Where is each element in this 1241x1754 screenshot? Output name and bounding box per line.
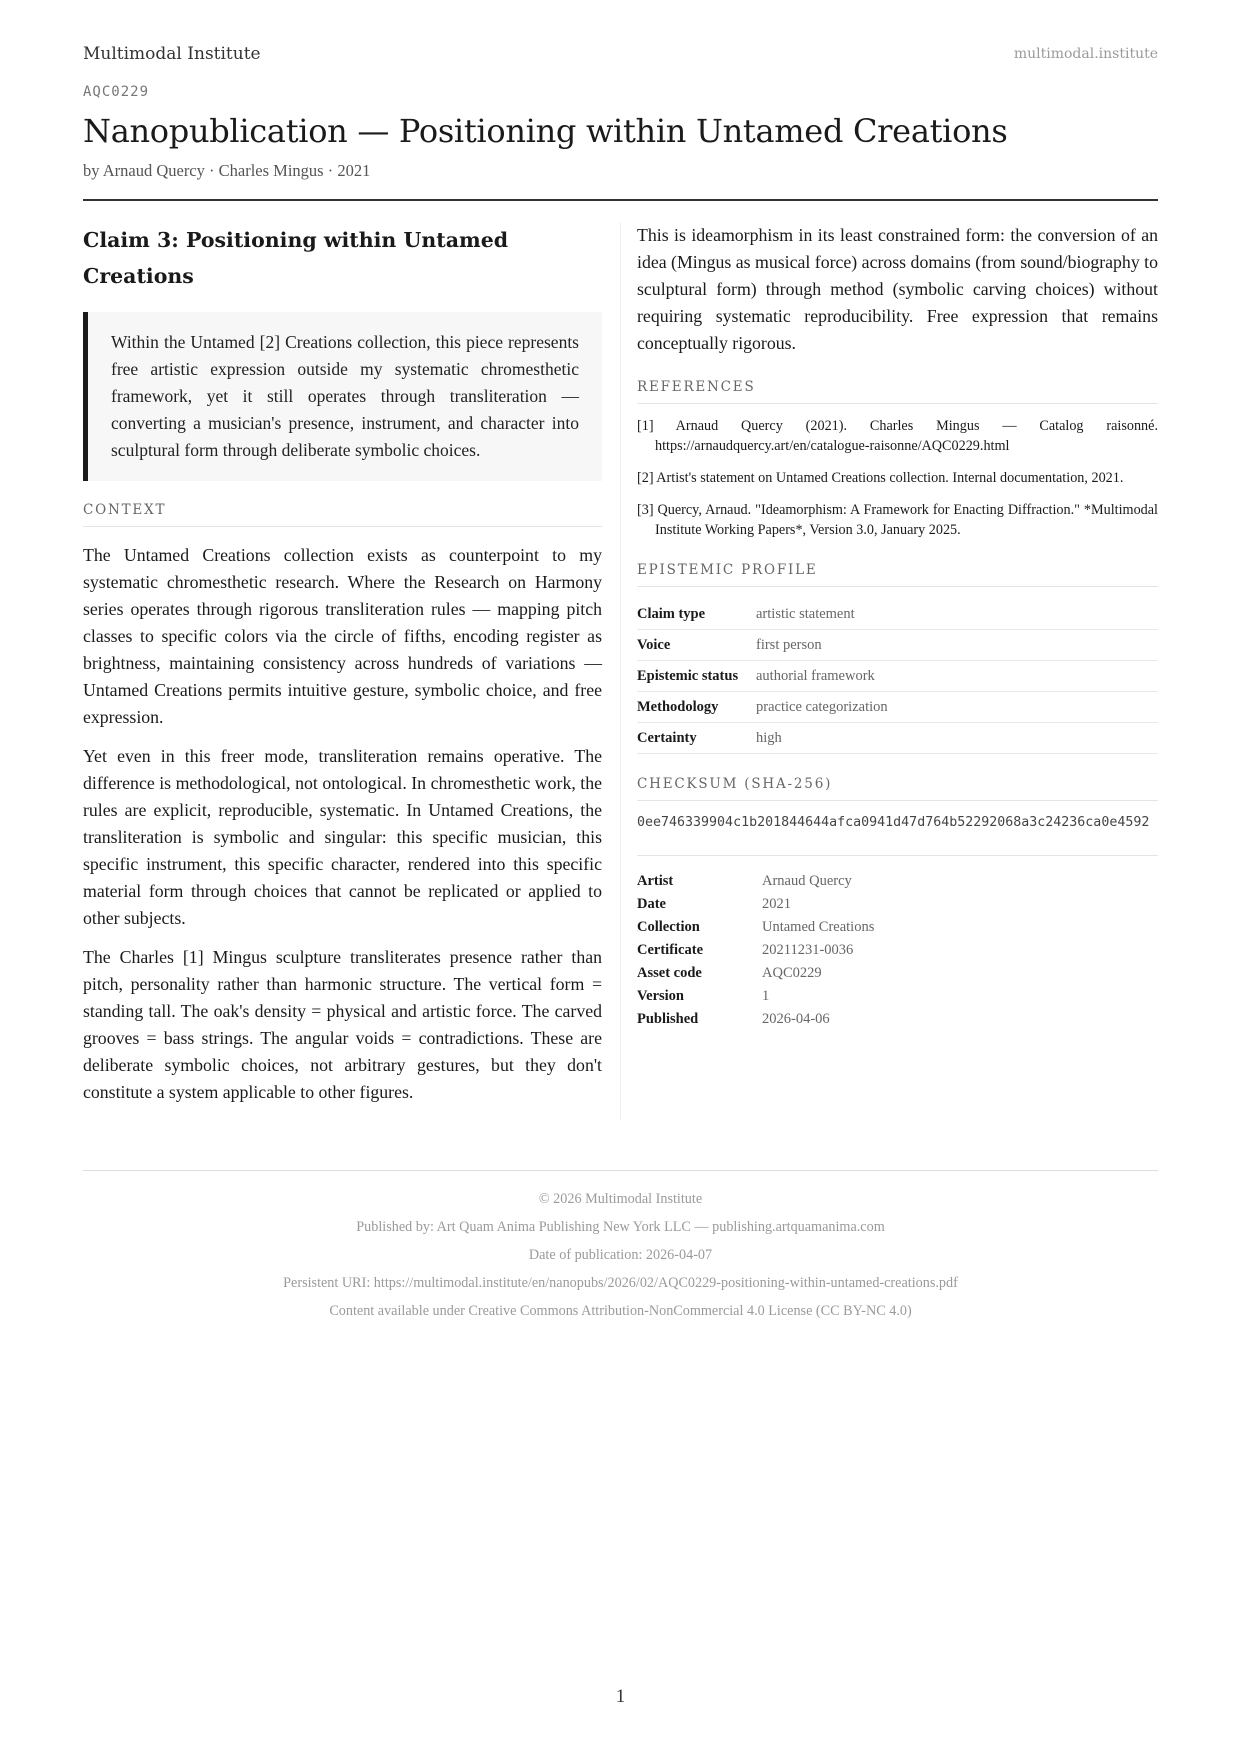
meta-key: Artist <box>637 873 674 889</box>
ideamorphism-paragraph: This is ideamorphism in its least constrained form: the conversion of an idea (Mingus as musical force) across domains (from sound/biography to sculptural form) through method (symbolic carving choices) without requiring systematic reproducibility. Free expression that remains conceptually rigorous. <box>637 225 1158 353</box>
references-label: REFERENCES <box>637 379 1158 404</box>
meta-value: 2021 <box>762 896 791 912</box>
epistemic-profile-label: EPISTEMIC PROFILE <box>637 562 1158 587</box>
footer <box>83 1185 1158 1325</box>
meta-row <box>637 873 1158 896</box>
asset-code: AQC0229 <box>83 84 150 100</box>
footer-publication-date: Date of publication: 2026-04-07 <box>528 1247 713 1263</box>
context-paragraph: The Charles [1] Mingus sculpture transliterates presence rather than pitch, personality rather than harmonic structure. The vertical form = standing tall. The oak's density = physical and artistic force. The carved grooves = bass strings. The angular voids = contradictions. These are deliberate symbolic choices, not arbitrary gestures, but they don't constitute a system applicable to other figures. <box>83 947 602 1102</box>
profile-row <box>637 661 1158 692</box>
footer-publisher: Published by: Art Quam Anima Publishing New York LLC — publishing.artquamanima.com <box>356 1219 885 1235</box>
meta-value: 20211231-0036 <box>762 942 854 958</box>
profile-key: Epistemic status <box>637 667 739 684</box>
column-divider <box>620 222 621 1120</box>
meta-key: Certificate <box>637 942 704 958</box>
footer-divider <box>83 1170 1158 1171</box>
profile-value: high <box>756 729 782 746</box>
checksum-label: CHECKSUM (SHA-256) <box>637 776 1158 801</box>
meta-key: Asset code <box>637 965 702 981</box>
profile-row <box>637 599 1158 630</box>
institute-name: Multimodal Institute <box>83 44 261 64</box>
meta-row <box>637 1011 1158 1034</box>
right-column <box>637 222 1158 1034</box>
profile-value: first person <box>756 636 822 653</box>
header-bar <box>83 44 1158 68</box>
meta-value: Arnaud Quercy <box>762 873 852 889</box>
footer-license: Content available under Creative Commons Attribution-NonCommercial 4.0 License (CC BY-NC 4.0) <box>329 1303 912 1319</box>
byline: by Arnaud Quercy · Charles Mingus · 2021 <box>83 161 371 180</box>
profile-key: Claim type <box>637 605 706 622</box>
meta-key: Version <box>637 988 684 1004</box>
meta-row <box>637 965 1158 988</box>
meta-value: AQC0229 <box>762 965 822 981</box>
meta-value: 1 <box>762 988 770 1004</box>
checksum-value: 0ee746339904c1b201844644afca0941d47d764b52292068a3c24236ca0e4592 <box>637 813 1158 856</box>
profile-value: authorial framework <box>756 667 875 684</box>
document-page <box>83 0 1158 1754</box>
context-paragraph: The Untamed Creations collection exists as counterpoint to my systematic chromesthetic research. Where the Research on Harmony series operates through rigorous transliteration rules — mapping pitch classes to specific colors via the circle of fifths, encoding register as brightness, maintaining consistency across hundreds of variations — Untamed Creations permits intuitive gesture, symbolic choice, and free expression. <box>83 545 602 727</box>
profile-key: Methodology <box>637 698 719 715</box>
meta-value: 2026-04-06 <box>762 1011 830 1027</box>
reference-item[interactable]: [1] Arnaud Quercy (2021). Charles Mingus — Catalog raisonné. https://arnaudquercy.art/en/catalogue-raisonne/AQC0229.html <box>637 418 1158 454</box>
claim-heading: Claim 3: Positioning within Untamed Creations <box>83 228 509 288</box>
footer-copyright: © 2026 Multimodal Institute <box>538 1191 703 1207</box>
left-column <box>83 222 602 1118</box>
profile-key: Certainty <box>637 729 697 746</box>
page-number: 1 <box>615 1686 626 1707</box>
profile-key: Voice <box>637 636 671 653</box>
profile-value: artistic statement <box>756 605 855 622</box>
context-label: CONTEXT <box>83 502 602 527</box>
meta-row <box>637 896 1158 919</box>
profile-row <box>637 692 1158 723</box>
meta-value: Untamed Creations <box>762 919 875 935</box>
profile-row <box>637 630 1158 661</box>
claim-quote: Within the Untamed [2] Creations collection, this piece represents free artistic expression outside my systematic chromesthetic framework, yet it still operates through transliteration — converting a musician's presence, instrument, and character into sculptural form through deliberate symbolic choices. <box>83 312 602 481</box>
meta-key: Collection <box>637 919 700 935</box>
site-url[interactable]: multimodal.institute <box>1013 46 1158 62</box>
metadata-table <box>637 873 1158 1034</box>
meta-row <box>637 988 1158 1011</box>
profile-row <box>637 723 1158 754</box>
profile-value: practice categorization <box>756 698 888 715</box>
meta-row <box>637 942 1158 965</box>
references-list <box>637 416 1158 540</box>
reference-item: [3] Quercy, Arnaud. "Ideamorphism: A Framework for Enacting Diffraction." *Multimodal Institute Working Papers*, Version 3.0, January 2025. <box>637 502 1158 538</box>
meta-row <box>637 919 1158 942</box>
context-paragraph: Yet even in this freer mode, transliteration remains operative. The difference is methodological, not ontological. In chromesthetic work, the rules are explicit, reproducible, systematic. In Untamed Creations, the transliteration is symbolic and singular: this specific musician, this specific instrument, this specific character, rendered into this specific material form through choices that cannot be replicated or applied to other subjects. <box>83 746 602 928</box>
footer-persistent-uri[interactable]: Persistent URI: https://multimodal.institute/en/nanopubs/2026/02/AQC0229-positioning-within-untamed-creations.pdf <box>283 1275 958 1291</box>
epistemic-profile-table <box>637 599 1158 754</box>
meta-key: Date <box>637 896 666 912</box>
reference-item: [2] Artist's statement on Untamed Creations collection. Internal documentation, 2021. <box>637 470 1124 486</box>
meta-key: Published <box>637 1011 699 1027</box>
page-title: Nanopublication — Positioning within Untamed Creations <box>83 112 1008 150</box>
title-divider <box>83 199 1158 201</box>
